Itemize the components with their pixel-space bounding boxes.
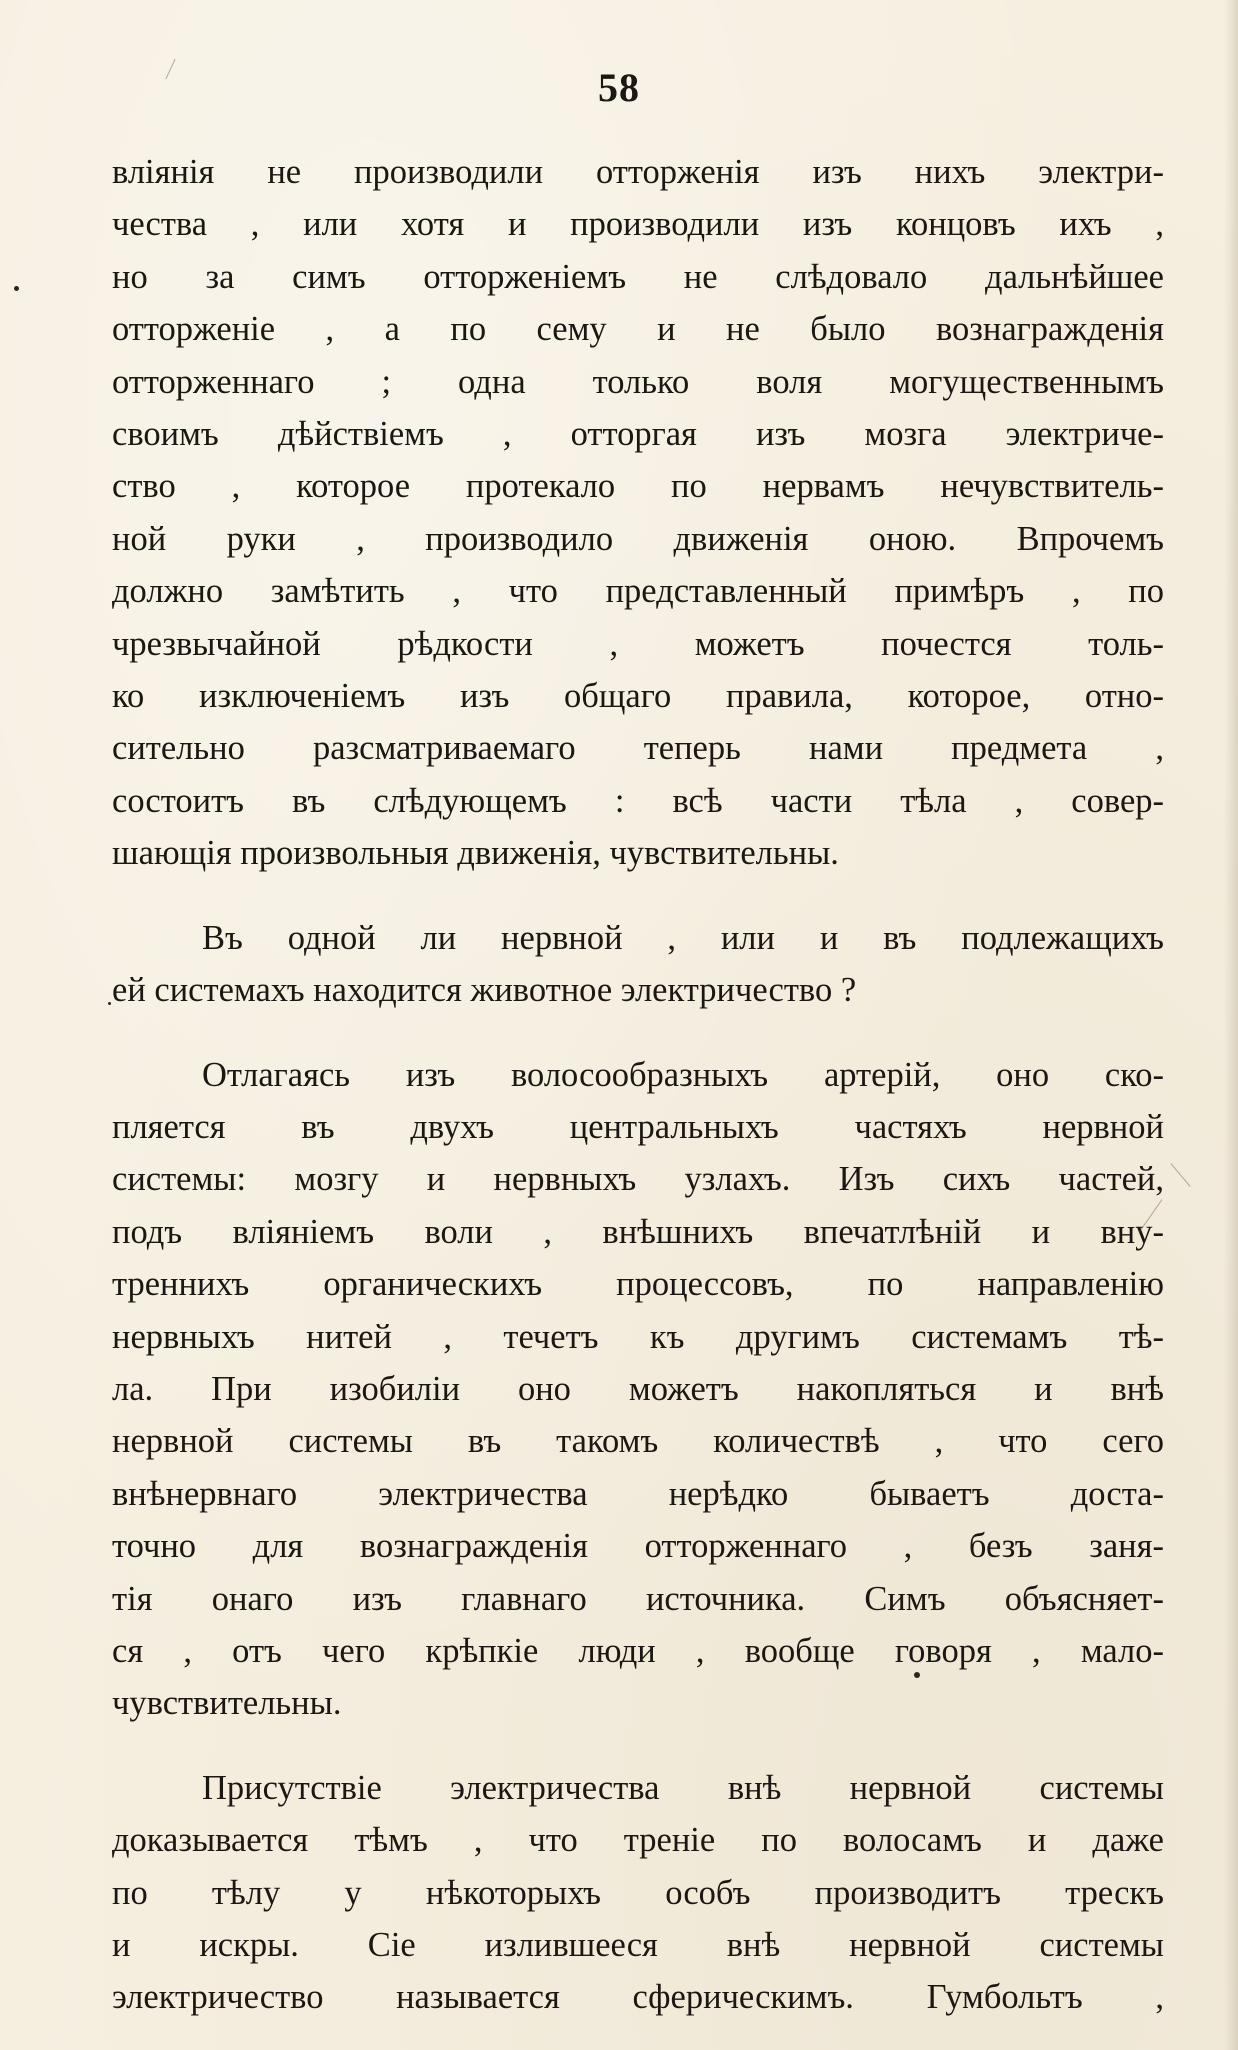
text-line: точно для вознагражденія отторженнаго , безъ заня- <box>112 1527 1164 1566</box>
text-line: тія онаго изъ главнаго источника. Симъ объясняет- <box>112 1579 1164 1618</box>
text-line: нервныхъ нитей , течетъ къ другимъ системамъ тѣ- <box>112 1317 1164 1356</box>
text-line: своимъ дѣйствіемъ , отторгая изъ мозга электриче- <box>112 415 1164 454</box>
text-line: отторженіе , а по сему и не было вознагражденія <box>112 310 1164 349</box>
text-line: ся , отъ чего крѣпкіе люди , вообще говоря , мало- <box>112 1631 1164 1670</box>
ink-speck <box>14 286 19 291</box>
paragraph-gap <box>112 1017 1164 1049</box>
paragraph-3 <box>112 1049 1164 1730</box>
text-line: чрезвычайной рѣдкости , можетъ почестся толь- <box>112 624 1164 663</box>
text-line: внѣнервнаго электричества нерѣдко бываетъ доста- <box>112 1474 1164 1513</box>
text-line: чества , или хотя и производили изъ концовъ ихъ , <box>112 205 1164 244</box>
ink-speck <box>108 1002 111 1005</box>
text-line: доказывается тѣмъ , что треніе по волосамъ и даже <box>112 1821 1164 1860</box>
text-line: ла. При изобиліи оно можетъ накопляться и внѣ <box>112 1369 1164 1408</box>
text-line: отторженнаго ; одна только воля могущественнымъ <box>112 362 1164 401</box>
ink-speck <box>914 1672 920 1678</box>
paragraph-gap <box>112 1730 1164 1762</box>
paragraph-2-question <box>112 912 1164 1017</box>
page-number: 58 <box>598 65 640 110</box>
text-line: сительно разсматриваемаго теперь нами предмета , <box>112 729 1164 768</box>
text-line: электричество называется сферическимъ. Гумбольтъ , <box>112 1978 1164 2017</box>
paragraph-4 <box>112 1762 1164 2024</box>
text-line: состоитъ въ слѣдующемъ : всѣ части тѣла , совер- <box>112 781 1164 820</box>
paragraph-1 <box>112 146 1164 880</box>
text-line: треннихъ органическихъ процессовъ, по направленію <box>112 1265 1164 1304</box>
text-line: Отлагаясь изъ волосообразныхъ артерій, оно ско- <box>202 1055 1164 1094</box>
text-line: шающія произвольныя движенія, чувствительны. <box>112 834 839 873</box>
text-line: по тѣлу у нѣкоторыхъ особъ производитъ трескъ <box>112 1873 1164 1912</box>
text-line: подъ вліяніемъ воли , внѣшнихъ впечатлѣній и вну- <box>112 1212 1164 1251</box>
paragraph-gap <box>112 880 1164 912</box>
text-line: ей системахъ находится животное электричество ? <box>112 971 857 1010</box>
text-line: системы: мозгу и нервныхъ узлахъ. Изъ сихъ частей, <box>112 1160 1164 1199</box>
text-line: но за симъ отторженіемъ не слѣдовало дальнѣйшее <box>112 257 1164 296</box>
text-line: должно замѣтить , что представленный примѣръ , по <box>112 572 1164 611</box>
text-line: вліянія не производили отторженія изъ нихъ электри- <box>112 153 1164 191</box>
text-line: ной руки , производило движенія оною. Впрочемъ <box>112 519 1164 558</box>
text-line: и искры. Сіе излившееся внѣ нервной системы <box>112 1926 1164 1964</box>
text-line: Въ одной ли нервной , или и въ подлежащихъ <box>202 918 1164 957</box>
page-edge-shadow <box>1224 0 1238 2050</box>
text-line: нервной системы въ такомъ количествѣ , что сего <box>112 1422 1164 1461</box>
text-line: Присутствіе электричества внѣ нервной системы <box>202 1768 1164 1807</box>
text-line: пляется въ двухъ центральныхъ частяхъ нервной <box>112 1107 1164 1146</box>
text-line: чувствительны. <box>112 1684 342 1723</box>
text-line: ко изключеніемъ изъ общаго правила, которое, отно- <box>112 677 1164 716</box>
text-line: ство , которое протекало по нервамъ нечувствитель- <box>112 467 1164 506</box>
body-text <box>112 146 1164 2024</box>
paper-scratch <box>1170 1163 1190 1187</box>
